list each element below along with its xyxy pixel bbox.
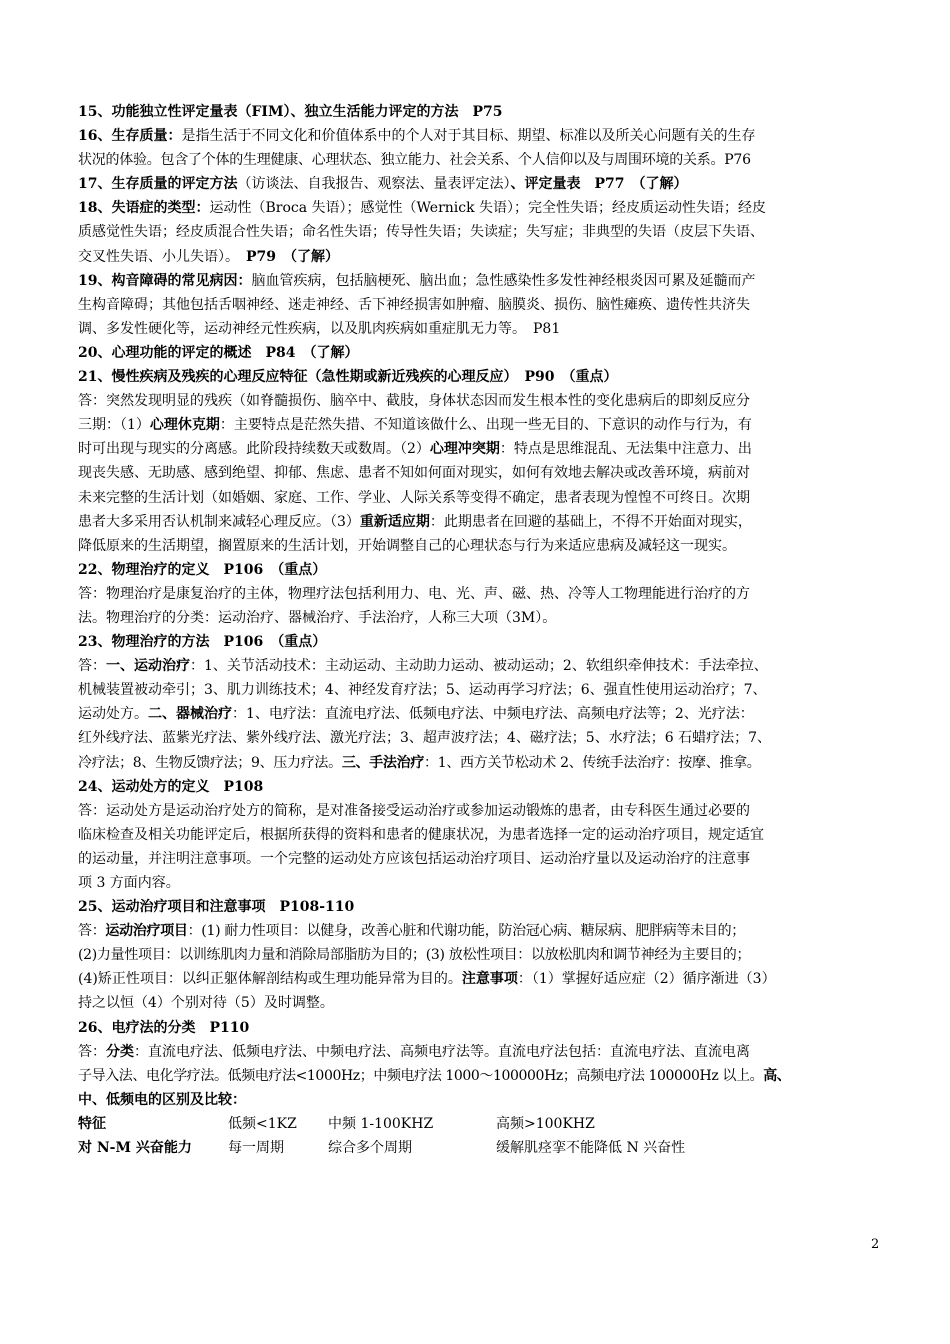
item-21-answer-line-7: 降低原来的生活期望，搁置原来的生活计划，开始调整自己的心理状态与行为来适应患病及减轻这一现实。 [78, 537, 736, 554]
item-19-line-3: 调、多发性硬化等，运动神经元性疾病，以及肌肉疾病如重症肌无力等。 P81 [78, 320, 561, 337]
item-21-answer-line-5: 未来完整的生活计划（如婚姻、家庭、工作、学业、人际关系等变得不确定，患者表现为惶惶不可终日。次期 [78, 489, 750, 506]
item-25-answer-line-4: 持之以恒（4）个别对待（5）及时调整。 [78, 995, 334, 1012]
item-23-answer-line-1: 答：一、运动治疗：1、关节活动技术：主动运动、主动助力运动、被动运动；2、软组织牵伸技术：手法牵拉、 [78, 658, 768, 675]
item-21-heading: 21、慢性疾病及残疾的心理反应特征（急性期或新近残疾的心理反应） P90 （重点） [78, 369, 618, 386]
comparison-row-mid: 综合多个周期 [328, 1140, 412, 1157]
item-26-heading: 26、电疗法的分类 P110 [78, 1019, 250, 1036]
item-23-answer-line-3: 运动处方。二、器械治疗：1、电疗法：直流电疗法、低频电疗法、中频电疗法、高频电疗法等；2、光疗法： [78, 706, 754, 723]
item-21-answer-line-6: 患者大多采用否认机制来减轻心理反应。（3）重新适应期：此期患者在回避的基础上，不得不开始面对现实， [78, 513, 752, 530]
comparison-row-feature: 对 N-M 兴奋能力 [78, 1140, 192, 1157]
item-15-heading: 15、功能独立性评定量表（FIM）、独立生活能力评定的方法 P75 [78, 104, 503, 120]
item-24-answer-line-1: 答：运动处方是运动治疗处方的简称，是对准备接受运动治疗或参加运动锻炼的患者，由专科医生通过必要的 [78, 802, 750, 819]
item-24-heading: 24、运动处方的定义 P108 [78, 778, 264, 795]
item-17-heading: 17、生存质量的评定方法（访谈法、自我报告、观察法、量表评定法）、评定量表 P77 （了解） [78, 176, 688, 193]
item-24-answer-line-2: 临床检查及相关功能评定后，根据所获得的资料和患者的健康状况，为患者选择一定的运动治疗项目，规定适宜 [78, 826, 764, 843]
item-18-line-3: 交叉性失语、小儿失语）。 P79 （了解） [78, 248, 340, 265]
item-22-answer-line-2: 法。物理治疗的分类：运动治疗、器械治疗、手法治疗，人称三大项（3M）。 [78, 609, 557, 626]
item-26-answer-line-3: 中、低频电的区别及比较： [78, 1091, 246, 1108]
item-22-heading: 22、物理治疗的定义 P106 （重点） [78, 561, 327, 578]
item-18-line-1: 18、失语症的类型：运动性（Broca 失语）；感觉性（Wernick 失语）；完全性失语；经皮质运动性失语；经皮 [78, 200, 767, 217]
item-23-heading: 23、物理治疗的方法 P106 （重点） [78, 634, 327, 651]
item-26-answer-line-1: 答：分类：直流电疗法、低频电疗法、中频电疗法、高频电疗法等。直流电疗法包括：直流电疗法、直流电离 [78, 1043, 750, 1060]
item-19-line-2: 生构音障碍；其他包括舌咽神经、迷走神经、舌下神经损害如肿瘤、脑膜炎、损伤、脑性瘫痪、遗传性共济失 [78, 296, 750, 313]
item-21-answer-line-1: 答：突然发现明显的残疾（如脊髓损伤、脑卒中、截肢，身体状态因而发生根本性的变化患病后的即刻反应分 [78, 393, 750, 410]
document-body [78, 100, 890, 1160]
comparison-header-row [78, 1112, 890, 1136]
item-19-line-1: 19、构音障碍的常见病因：脑血管疾病，包括脑梗死、脑出血；急性感染性多发性神经根炎因可累及延髓而产 [78, 272, 756, 289]
comparison-header-low: 低频<1KZ [228, 1115, 297, 1132]
item-16-line-1: 16、生存质量：是指生活于不同文化和价值体系中的个人对于其目标、期望、标准以及所关心问题有关的生存 [78, 128, 756, 145]
item-23-answer-line-2: 机械装置被动牵引；3、肌力训练技术；4、神经发育疗法；5、运动再学习疗法；6、强直性使用运动治疗；7、 [78, 682, 767, 699]
item-24-answer-line-3: 的运动量，并注明注意事项。一个完整的运动处方应该包括运动治疗项目、运动治疗量以及运动治疗的注意事 [78, 850, 750, 867]
item-24-answer-line-4: 项 3 方面内容。 [78, 875, 180, 891]
item-16-line-2: 状况的体验。包含了个体的生理健康、心理状态、独立能力、社会关系、个人信仰以及与周围环境的关系。P76 [78, 152, 751, 169]
item-25-answer-line-2: (2)力量性项目：以训练肌肉力量和消除局部脂肪为目的；(3) 放松性项目：以放松肌肉和调节神经为主要目的； [78, 947, 751, 964]
comparison-row-low: 每一周期 [228, 1140, 284, 1157]
item-25-heading: 25、运动治疗项目和注意事项 P108-110 [78, 899, 355, 916]
comparison-row-high: 缓解肌痉挛不能降低 N 兴奋性 [496, 1140, 686, 1157]
item-25-answer-line-1: 答：运动治疗项目：(1) 耐力性项目：以健身，改善心脏和代谢功能，防治冠心病、糖尿病、肥胖病等未目的； [78, 923, 745, 940]
item-21-answer-line-4: 现丧失感、无助感、感到绝望、抑郁、焦虑、患者不知如何面对现实，如何有效地去解决或改善环境，病前对 [78, 465, 750, 482]
item-21-answer-line-3: 时可出现与现实的分离感。此阶段持续数天或数周。（2）心理冲突期：特点是思维混乱、无法集中注意力、出 [78, 441, 752, 458]
item-18-line-2: 质感觉性失语；经皮质混合性失语；命名性失语；传导性失语；失读症；失写症；非典型的失语（皮层下失语、 [78, 224, 764, 241]
comparison-header-feature: 特征 [78, 1115, 106, 1132]
item-21-answer-line-2: 三期：（1）心理休克期：主要特点是茫然失措、不知道该做什么、出现一些无目的、下意识的动作与行为，有 [78, 417, 752, 434]
item-23-answer-line-4: 红外线疗法、蓝紫光疗法、紫外线疗法、激光疗法；3、超声波疗法；4、磁疗法；5、水疗法；6 石蜡疗法；7、 [78, 730, 771, 747]
item-25-answer-line-3: (4)矫正性项目：以纠正躯体解剖结构或生理功能异常为目的。注意事项：（1）掌握好适应症（2）循序渐进（3） [78, 971, 776, 988]
item-20-heading: 20、心理功能的评定的概述 P84 （了解） [78, 344, 359, 361]
comparison-header-high: 高频>100KHZ [496, 1115, 595, 1132]
page-number: 2 [871, 1237, 880, 1252]
item-26-answer-line-2: 子导入法、电化学疗法。低频电疗法<1000Hz；中频电疗法 1000～100000Hz；高频电疗法 100000Hz 以上。高、 [78, 1067, 791, 1084]
item-23-answer-line-5: 冷疗法；8、生物反馈疗法；9、压力疗法。三、手法治疗：1、西方关节松动术 2、传统手法治疗：按摩、推拿。 [78, 754, 761, 771]
comparison-header-mid: 中频 1-100KHZ [328, 1115, 434, 1132]
comparison-data-row [78, 1136, 890, 1160]
item-22-answer-line-1: 答：物理治疗是康复治疗的主体，物理疗法包括利用力、电、光、声、磁、热、冷等人工物理能进行治疗的方 [78, 585, 750, 602]
